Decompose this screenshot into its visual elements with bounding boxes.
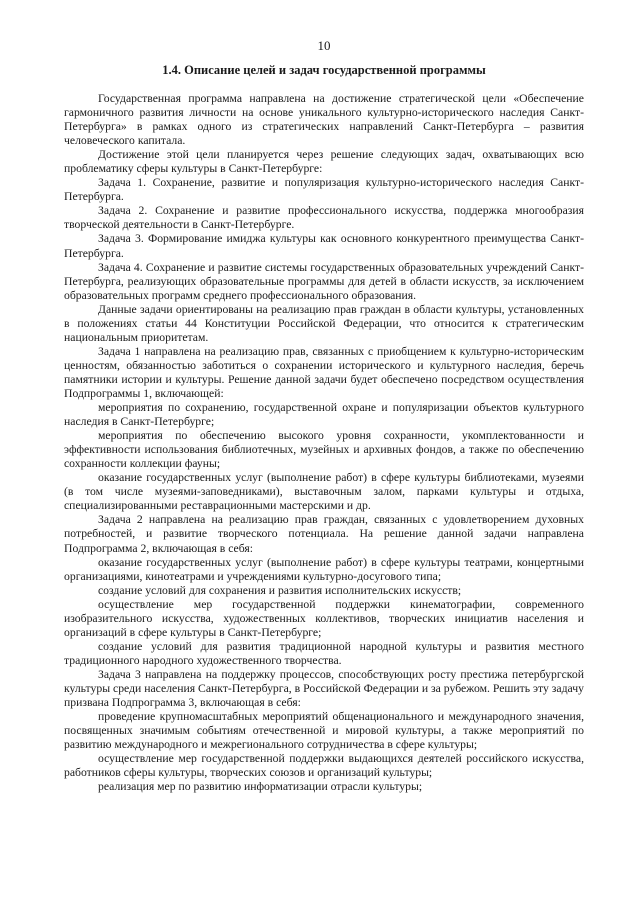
page-number: 10 — [317, 38, 331, 53]
list-item-performing-arts: создание условий для сохранения и развития исполнительских искусств; — [98, 583, 462, 597]
paragraph-constitution: Данные задачи ориентированы на реализацию прав граждан в области культуры, установленных в положениях статьи 44 Конституции Российской Федерации, что относится к стратегическим национальным приоритетам. — [64, 302, 584, 344]
document-body — [64, 92, 584, 794]
list-item-heritage-protection: мероприятия по сохранению, государственной охране и популяризации объектов культурного наследия в Санкт-Петербурге; — [64, 401, 584, 429]
list-item-informatization: реализация мер по развитию информатизации отрасли культуры; — [98, 780, 423, 794]
paragraph-task-1: Задача 1. Сохранение, развитие и популяризация культурно-исторического наследия Санкт-Петербурга. — [64, 176, 584, 204]
list-item-artist-support: осуществление мер государственной поддержки выдающихся деятелей российского искусства, работников сферы культуры, творческих союзов и организаций культуры; — [64, 752, 584, 780]
list-item-large-events: проведение крупномасштабных мероприятий общенационального и международного значения, посвященных значимым событиям отечественной и мировой культуры, а также мероприятий по развитию международного и межрегионального сотрудничества в сфере культуры; — [64, 710, 584, 752]
paragraph-strategic-goal: Государственная программа направлена на достижение стратегической цели «Обеспечение гармоничного развития личности на основе уникального культурно-исторического наследия Санкт-Петербурга» в рамках одного из стратегических направлений Санкт-Петербурга – развития человеческого капитала. — [64, 92, 584, 148]
paragraph-task-2-details: Задача 2 направлена на реализацию прав граждан, связанных с удовлетворением духовных потребностей, и развитие творческого потенциала. На решение данной задачи направлена Подпрограмма 2, включающая в себя: — [64, 513, 584, 555]
list-item-state-services-theatres: оказание государственных услуг (выполнение работ) в сфере культуры театрами, концертными организациями, кинотеатрами и учреждениями культурно-досугового типа; — [64, 555, 584, 583]
paragraph-task-1-details: Задача 1 направлена на реализацию прав, связанных с приобщением к культурно-историческим ценностям, обязанностью заботиться о сохранении исторического и культурного наследия, беречь памятники истории и культуры. Решение данной задачи будет обеспечено посредством осуществления Подпрограммы 1, включающей: — [64, 344, 584, 400]
paragraph-tasks-intro: Достижение этой цели планируется через решение следующих задач, охватывающих всю проблематику сферы культуры в Санкт-Петербурге: — [64, 148, 584, 176]
paragraph-task-3-details: Задача 3 направлена на поддержку процессов, способствующих росту престижа петербургской культуры среди населения Санкт-Петербурга, в Российской Федерации и за рубежом. Решить эту задачу призвана Подпрограмма 3, включающая в себя: — [64, 667, 584, 710]
paragraph-task-2: Задача 2. Сохранение и развитие профессионального искусства, поддержка многообразия творческой деятельности в Санкт-Петербурге. — [64, 204, 584, 232]
paragraph-task-4: Задача 4. Сохранение и развитие системы государственных образовательных учреждений Санкт-Петербурга, реализующих образовательные программы для детей в области искусств, за исключением образовательных программ среднего профессионального образования. — [64, 260, 584, 302]
list-item-state-services-libraries: оказание государственных услуг (выполнение работ) в сфере культуры библиотеками, музеями (в том числе музеями-заповедниками), выставочным залом, парками культуры и отдыха, специализированными реставрационными мастерскими и др. — [64, 471, 584, 513]
list-item-folk-culture: создание условий для развития традиционной народной культуры и развития местного традиционного народного художественного творчества. — [64, 639, 584, 667]
list-item-cinema-support: осуществление мер государственной поддержки кинематографии, современного изобразительного искусства, художественных коллективов, творческих инициатив населения и организаций в сфере культуры в Санкт-Петербурге; — [64, 597, 584, 639]
paragraph-task-3: Задача 3. Формирование имиджа культуры как основного конкурентного преимущества Санкт-Петербурга. — [64, 232, 584, 260]
list-item-funds-preservation: мероприятия по обеспечению высокого уровня сохранности, укомплектованности и эффективности использования библиотечных, музейных и архивных фондов, а также по обеспечению сохранности коллекции фауны; — [64, 429, 584, 471]
section-heading: 1.4. Описание целей и задач государственной программы — [162, 63, 486, 77]
